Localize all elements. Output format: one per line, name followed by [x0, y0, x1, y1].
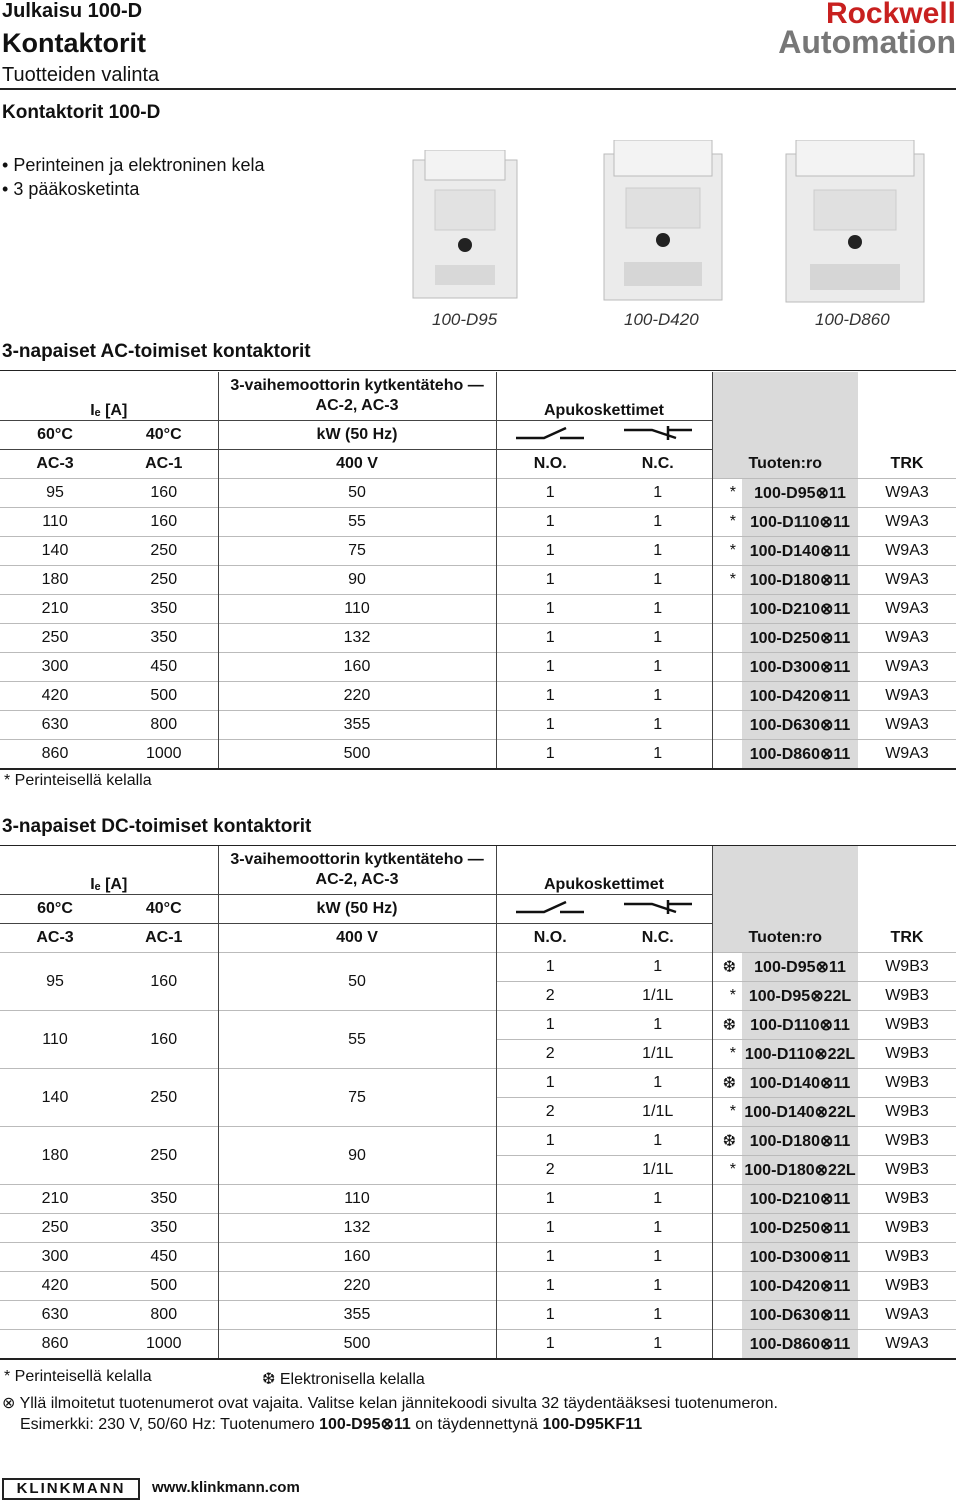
cell-part-number: 100-D300⊗11 — [742, 1243, 858, 1272]
header-no: N.O. — [496, 924, 604, 953]
cell-nc: 1 — [604, 1301, 712, 1330]
cell-ac1: 800 — [110, 711, 218, 740]
cell-ac1: 160 — [110, 1011, 218, 1069]
cell-trk: W9B3 — [858, 953, 956, 982]
note-incomplete-numbers: ⊗ Yllä ilmoitetut tuotenumerot ovat vajaita. Valitse kelan jännitekoodi sivulta 32 täydentääksesi tuotenumeron. — [2, 1395, 778, 1412]
header-nc: N.C. — [604, 924, 712, 953]
cell-trk: W9A3 — [858, 566, 956, 595]
cell-kw: 55 — [218, 1011, 496, 1069]
brand-logo — [778, 0, 956, 60]
no-contact-symbol — [496, 421, 604, 450]
cell-part-number: 100-D860⊗11 — [742, 1330, 858, 1360]
cell-nc: 1 — [604, 508, 712, 537]
cell-nc: 1 — [604, 537, 712, 566]
cell-trk: W9B3 — [858, 1011, 956, 1040]
cell-part-number: 100-D140⊗11 — [742, 1069, 858, 1098]
cell-ac1: 450 — [110, 1243, 218, 1272]
cell-nc: 1 — [604, 1069, 712, 1098]
cell-no: 1 — [496, 653, 604, 682]
cell-trk: W9A3 — [858, 1330, 956, 1360]
cell-ac3: 95 — [0, 953, 110, 1011]
header-motor — [218, 846, 496, 895]
cell-no: 2 — [496, 1156, 604, 1185]
cell-no: 1 — [496, 566, 604, 595]
cell-ac1: 350 — [110, 624, 218, 653]
table-row — [0, 682, 956, 711]
cell-ac3: 210 — [0, 1185, 110, 1214]
cell-nc: 1 — [604, 1214, 712, 1243]
header-no: N.O. — [496, 450, 604, 479]
table-row — [0, 953, 956, 982]
nc-contact-symbol — [604, 421, 712, 450]
cell-part-number: 100-D140⊗22L — [742, 1098, 858, 1127]
cell-mark: * — [712, 1040, 742, 1069]
cell-kw: 50 — [218, 479, 496, 508]
cell-part-number: 100-D420⊗11 — [742, 1272, 858, 1301]
cell-no: 1 — [496, 1330, 604, 1360]
cell-nc: 1 — [604, 624, 712, 653]
cell-kw: 355 — [218, 711, 496, 740]
cell-no: 2 — [496, 1098, 604, 1127]
cell-part-number: 100-D250⊗11 — [742, 624, 858, 653]
cell-kw: 132 — [218, 624, 496, 653]
brand-line2: Automation — [778, 24, 956, 60]
header-400v: 400 V — [218, 924, 496, 953]
header-ac3: AC-3 — [0, 450, 110, 479]
cell-ac3: 110 — [0, 1011, 110, 1069]
cell-kw: 355 — [218, 1301, 496, 1330]
cell-ac1: 160 — [110, 953, 218, 1011]
cell-mark: * — [712, 982, 742, 1011]
table-row — [0, 479, 956, 508]
cell-kw: 110 — [218, 595, 496, 624]
cell-mark: ❆ — [712, 953, 742, 982]
dc-table — [0, 846, 956, 1360]
cell-part-number: 100-D250⊗11 — [742, 1214, 858, 1243]
note-star: * Perinteisellä kelalla — [4, 1368, 152, 1385]
table-row — [0, 1301, 956, 1330]
table-row — [0, 1214, 956, 1243]
nc-contact-symbol — [604, 895, 712, 924]
cell-ac1: 350 — [110, 1214, 218, 1243]
cell-no: 1 — [496, 740, 604, 770]
cell-no: 1 — [496, 1185, 604, 1214]
cell-part-number: 100-D860⊗11 — [742, 740, 858, 770]
cell-no: 1 — [496, 1301, 604, 1330]
header-blank — [712, 372, 858, 421]
header-motor-line1: 3-vaihemoottorin kytkentäteho — — [230, 377, 484, 394]
product-caption: 100-D860 — [815, 310, 890, 329]
cell-nc: 1 — [604, 1127, 712, 1156]
cell-trk: W9B3 — [858, 1040, 956, 1069]
cell-ac1: 160 — [110, 479, 218, 508]
cell-no: 1 — [496, 1011, 604, 1040]
cell-trk: W9A3 — [858, 537, 956, 566]
header-aux: Apukoskettimet — [496, 846, 712, 895]
cell-part-number: 100-D95⊗22L — [742, 982, 858, 1011]
header-blank — [858, 846, 956, 895]
header-tuote: Tuoten:ro — [712, 924, 858, 953]
cell-ac1: 500 — [110, 682, 218, 711]
table-row — [0, 711, 956, 740]
ac-footnote: * Perinteisellä kelalla — [4, 772, 152, 789]
header-blank — [712, 421, 858, 450]
cell-ac3: 860 — [0, 740, 110, 770]
header-motor — [218, 372, 496, 421]
cell-mark: * — [712, 1098, 742, 1127]
cell-kw: 110 — [218, 1185, 496, 1214]
note-example-full-pn: 100-D95KF11 — [542, 1416, 643, 1433]
cell-part-number: 100-D630⊗11 — [742, 1301, 858, 1330]
cell-ac1: 250 — [110, 566, 218, 595]
no-contact-symbol — [496, 895, 604, 924]
section-title: Kontaktorit 100-D — [2, 102, 161, 123]
note-snowflake: ❆ Elektronisella kelalla — [262, 1371, 425, 1388]
cell-mark — [712, 1330, 742, 1360]
feature-item: • 3 pääkosketinta — [2, 177, 264, 201]
cell-trk: W9B3 — [858, 1243, 956, 1272]
cell-nc: 1 — [604, 1011, 712, 1040]
header-motor-line2: AC-2, AC-3 — [315, 397, 399, 414]
cell-ac1: 800 — [110, 1301, 218, 1330]
cell-kw: 220 — [218, 682, 496, 711]
table-row — [0, 566, 956, 595]
header-kw: kW (50 Hz) — [218, 895, 496, 924]
cell-ac1: 250 — [110, 1127, 218, 1185]
cell-ac1: 1000 — [110, 1330, 218, 1360]
cell-mark — [712, 1272, 742, 1301]
publication-label: Julkaisu 100-D — [2, 0, 143, 22]
header-aux: Apukoskettimet — [496, 372, 712, 421]
cell-part-number: 100-D180⊗11 — [742, 1127, 858, 1156]
cell-no: 2 — [496, 1040, 604, 1069]
header-40c: 40°C — [110, 421, 218, 450]
cell-mark — [712, 595, 742, 624]
cell-kw: 75 — [218, 1069, 496, 1127]
cell-no: 1 — [496, 595, 604, 624]
table-row — [0, 595, 956, 624]
cell-trk: W9A3 — [858, 595, 956, 624]
table-row — [0, 1243, 956, 1272]
cell-nc: 1/1L — [604, 1098, 712, 1127]
header-nc: N.C. — [604, 450, 712, 479]
note-example-text: on täydennettynä — [410, 1416, 543, 1433]
cell-trk: W9B3 — [858, 1214, 956, 1243]
cell-nc: 1/1L — [604, 1156, 712, 1185]
product-caption: 100-D95 — [432, 310, 498, 329]
table-row — [0, 1272, 956, 1301]
cell-ac1: 450 — [110, 653, 218, 682]
cell-ac3: 630 — [0, 1301, 110, 1330]
cell-part-number: 100-D110⊗11 — [742, 1011, 858, 1040]
cell-trk: W9A3 — [858, 624, 956, 653]
cell-ac1: 250 — [110, 1069, 218, 1127]
cell-nc: 1/1L — [604, 1040, 712, 1069]
header-kw: kW (50 Hz) — [218, 421, 496, 450]
table-row — [0, 537, 956, 566]
cell-no: 1 — [496, 508, 604, 537]
cell-part-number: 100-D300⊗11 — [742, 653, 858, 682]
header-trk: TRK — [890, 928, 924, 946]
cell-trk: W9B3 — [858, 982, 956, 1011]
header-60c: 60°C — [0, 421, 110, 450]
cell-ac1: 350 — [110, 1185, 218, 1214]
header-ie: Iₑ [A] — [0, 372, 218, 421]
cell-no: 1 — [496, 1214, 604, 1243]
cell-part-number: 100-D210⊗11 — [742, 1185, 858, 1214]
cell-ac3: 300 — [0, 653, 110, 682]
cell-part-number: 100-D95⊗11 — [742, 479, 858, 508]
cell-trk: W9A3 — [858, 1301, 956, 1330]
cell-kw: 90 — [218, 566, 496, 595]
cell-nc: 1 — [604, 953, 712, 982]
ac-table-top-rule — [0, 370, 956, 371]
page-title: Kontaktorit — [2, 28, 146, 58]
header-blank — [712, 895, 858, 924]
table-row — [0, 508, 956, 537]
header-40c: 40°C — [110, 895, 218, 924]
header-ie: Iₑ [A] — [0, 846, 218, 895]
note-example — [20, 1414, 642, 1434]
cell-trk: W9B3 — [858, 1098, 956, 1127]
cell-mark — [712, 711, 742, 740]
cell-kw: 50 — [218, 953, 496, 1011]
cell-nc: 1 — [604, 682, 712, 711]
cell-no: 1 — [496, 711, 604, 740]
cell-trk: W9A3 — [858, 653, 956, 682]
cell-mark — [712, 1301, 742, 1330]
cell-no: 1 — [496, 1069, 604, 1098]
cell-kw: 132 — [218, 1214, 496, 1243]
cell-nc: 1 — [604, 653, 712, 682]
cell-kw: 500 — [218, 1330, 496, 1360]
cell-ac3: 180 — [0, 1127, 110, 1185]
feature-list — [2, 153, 264, 201]
cell-ac3: 860 — [0, 1330, 110, 1360]
cell-nc: 1 — [604, 1272, 712, 1301]
header-ac1: AC-1 — [110, 450, 218, 479]
cell-ac3: 630 — [0, 711, 110, 740]
table-row — [0, 1069, 956, 1098]
page-subtitle: Tuotteiden valinta — [2, 64, 160, 86]
cell-ac3: 140 — [0, 537, 110, 566]
cell-ac3: 210 — [0, 595, 110, 624]
cell-kw: 220 — [218, 1272, 496, 1301]
cell-no: 1 — [496, 953, 604, 982]
cell-part-number: 100-D630⊗11 — [742, 711, 858, 740]
cell-ac1: 1000 — [110, 740, 218, 770]
cell-mark — [712, 740, 742, 770]
cell-part-number: 100-D110⊗11 — [742, 508, 858, 537]
cell-trk: W9A3 — [858, 508, 956, 537]
header-tuote: Tuoten:ro — [712, 450, 858, 479]
cell-nc: 1 — [604, 1243, 712, 1272]
cell-trk: W9B3 — [858, 1127, 956, 1156]
cell-ac3: 95 — [0, 479, 110, 508]
cell-kw: 160 — [218, 1243, 496, 1272]
cell-part-number: 100-D95⊗11 — [742, 953, 858, 982]
cell-kw: 160 — [218, 653, 496, 682]
header-motor-line1: 3-vaihemoottorin kytkentäteho — — [230, 851, 484, 868]
cell-mark: * — [712, 479, 742, 508]
cell-ac3: 180 — [0, 566, 110, 595]
cell-ac3: 250 — [0, 1214, 110, 1243]
table-row — [0, 653, 956, 682]
cell-no: 1 — [496, 479, 604, 508]
cell-ac3: 250 — [0, 624, 110, 653]
cell-mark — [712, 1214, 742, 1243]
cell-no: 1 — [496, 1127, 604, 1156]
header-trk: TRK — [890, 454, 924, 472]
cell-mark: * — [712, 537, 742, 566]
cell-mark: * — [712, 508, 742, 537]
cell-ac3: 300 — [0, 1243, 110, 1272]
table-row — [0, 624, 956, 653]
cell-kw: 90 — [218, 1127, 496, 1185]
cell-trk: W9A3 — [858, 740, 956, 770]
cell-no: 1 — [496, 537, 604, 566]
footer-url[interactable]: www.klinkmann.com — [152, 1479, 300, 1496]
cell-trk: W9B3 — [858, 1272, 956, 1301]
cell-mark — [712, 624, 742, 653]
cell-no: 1 — [496, 1243, 604, 1272]
cell-mark: * — [712, 1156, 742, 1185]
cell-nc: 1 — [604, 1185, 712, 1214]
cell-part-number: 100-D420⊗11 — [742, 682, 858, 711]
cell-kw: 55 — [218, 508, 496, 537]
note-example-text: Esimerkki: 230 V, 50/60 Hz: Tuotenumero — [20, 1416, 320, 1433]
cell-trk: W9B3 — [858, 1069, 956, 1098]
header-blank — [858, 421, 956, 450]
dc-table-title: 3-napaiset DC-toimiset kontaktorit — [2, 816, 312, 837]
cell-mark: ❆ — [712, 1011, 742, 1040]
table-row — [0, 1127, 956, 1156]
cell-ac3: 110 — [0, 508, 110, 537]
cell-part-number: 100-D180⊗22L — [742, 1156, 858, 1185]
table-row — [0, 740, 956, 770]
header-ac3: AC-3 — [0, 924, 110, 953]
header-400v: 400 V — [218, 450, 496, 479]
header-ac1: AC-1 — [110, 924, 218, 953]
cell-nc: 1 — [604, 566, 712, 595]
cell-ac1: 500 — [110, 1272, 218, 1301]
product-caption: 100-D420 — [624, 310, 699, 329]
cell-mark: ❆ — [712, 1069, 742, 1098]
cell-part-number: 100-D140⊗11 — [742, 537, 858, 566]
cell-ac1: 160 — [110, 508, 218, 537]
header-60c: 60°C — [0, 895, 110, 924]
cell-kw: 75 — [218, 537, 496, 566]
ac-table — [0, 372, 956, 770]
cell-part-number: 100-D110⊗22L — [742, 1040, 858, 1069]
cell-mark — [712, 1243, 742, 1272]
header-rule — [0, 88, 956, 90]
cell-nc: 1 — [604, 740, 712, 770]
cell-mark — [712, 682, 742, 711]
cell-trk: W9B3 — [858, 1185, 956, 1214]
product-image-100-d860 — [780, 140, 930, 304]
cell-no: 1 — [496, 682, 604, 711]
klinkmann-logo: KLINKMANN — [2, 1478, 140, 1500]
cell-nc: 1 — [604, 1330, 712, 1360]
cell-trk: W9A3 — [858, 479, 956, 508]
cell-ac3: 140 — [0, 1069, 110, 1127]
note-example-pn: 100-D95⊗11 — [319, 1416, 411, 1433]
cell-mark: ❆ — [712, 1127, 742, 1156]
header-blank — [858, 372, 956, 421]
cell-nc: 1 — [604, 595, 712, 624]
header-motor-line2: AC-2, AC-3 — [315, 871, 399, 888]
cell-no: 1 — [496, 624, 604, 653]
cell-mark — [712, 1185, 742, 1214]
cell-part-number: 100-D180⊗11 — [742, 566, 858, 595]
cell-mark: * — [712, 566, 742, 595]
cell-nc: 1/1L — [604, 982, 712, 1011]
cell-kw: 500 — [218, 740, 496, 770]
cell-part-number: 100-D210⊗11 — [742, 595, 858, 624]
ac-table-title: 3-napaiset AC-toimiset kontaktorit — [2, 341, 311, 362]
feature-item: • Perinteinen ja elektroninen kela — [2, 153, 264, 177]
cell-ac3: 420 — [0, 682, 110, 711]
header-blank — [858, 895, 956, 924]
product-image-100-d420 — [598, 140, 728, 302]
table-row — [0, 1330, 956, 1360]
cell-nc: 1 — [604, 479, 712, 508]
cell-trk: W9A3 — [858, 711, 956, 740]
header-blank — [712, 846, 858, 895]
table-row — [0, 1185, 956, 1214]
product-image-100-d95 — [405, 150, 525, 300]
cell-mark — [712, 653, 742, 682]
brand-line1: Rockwell — [825, 0, 956, 30]
cell-ac1: 250 — [110, 537, 218, 566]
cell-no: 1 — [496, 1272, 604, 1301]
table-row — [0, 1011, 956, 1040]
cell-trk: W9A3 — [858, 682, 956, 711]
cell-ac3: 420 — [0, 1272, 110, 1301]
cell-no: 2 — [496, 982, 604, 1011]
cell-nc: 1 — [604, 711, 712, 740]
cell-ac1: 350 — [110, 595, 218, 624]
cell-trk: W9B3 — [858, 1156, 956, 1185]
